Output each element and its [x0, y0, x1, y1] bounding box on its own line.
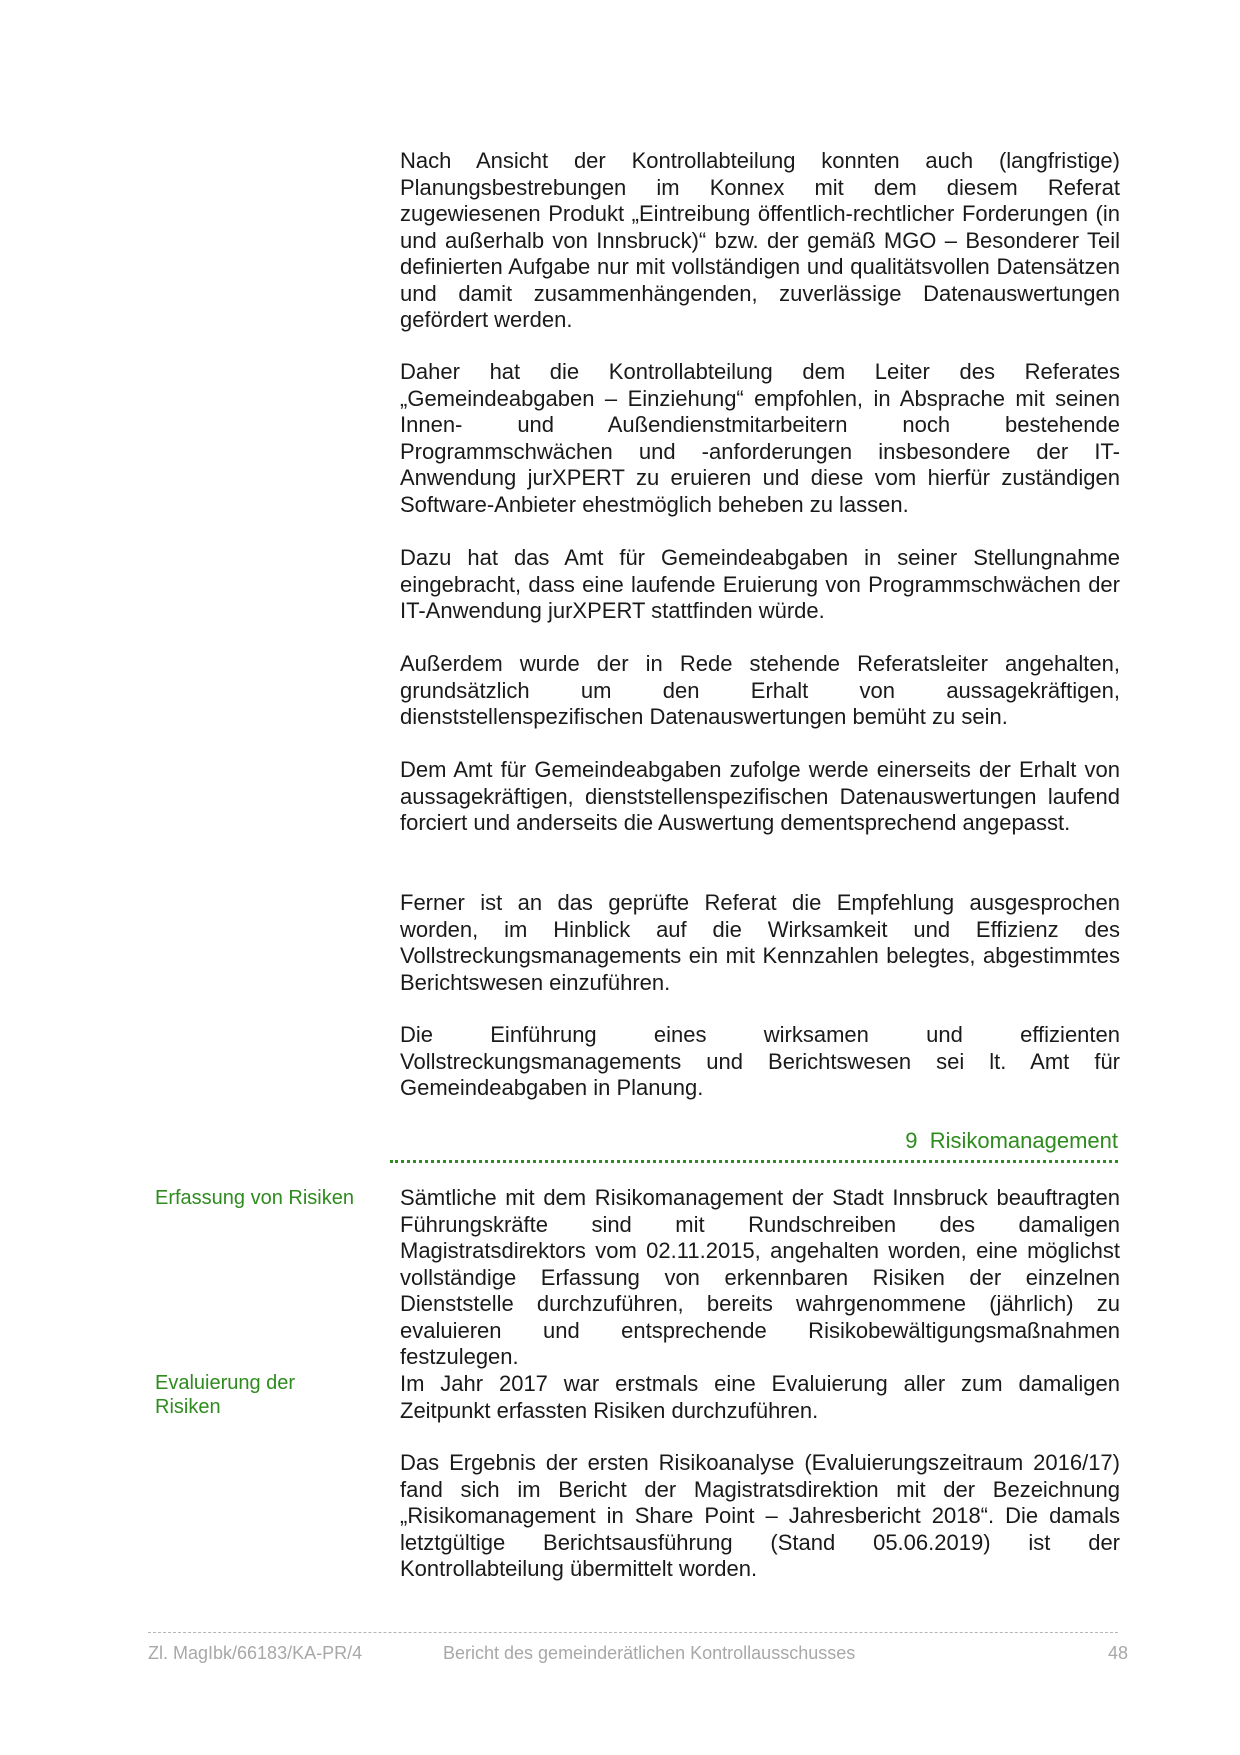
- body-paragraph: Das Ergebnis der ersten Risikoanalyse (Evaluierungszeitraum 2016/17) fand sich im Bericht der Magistratsdirektion mit der Bezeichnung „Risikomanagement in Share Point – Jahresbericht 2018“. Die damals letztgültige Berichtsausführung (Stand 05.06.2019) ist der Kontrollabteilung übermittelt worden.: [400, 1450, 1120, 1581]
- footer-reference: Zl. MagIbk/66183/KA-PR/4: [148, 1643, 363, 1663]
- page-number: 48: [1107, 1643, 1128, 1663]
- footer-divider: [148, 1632, 1118, 1633]
- margin-note-erfassung: Erfassung von Risiken: [155, 1187, 354, 1209]
- body-paragraph: Sämtliche mit dem Risikomanagement der Stadt Innsbruck beauftragten Führungskräfte sind mit Rundschreiben des damaligen Magistratsdirektors vom 02.11.2015, angehalten worden, eine möglichst vollständige Erfassung von erkennbaren Risiken der einzelnen Dienststelle durchzuführen, bereits wahrgenommene (jährlich) zu evaluieren und entsprechende Risikobewältigungsmaßnahmen festzulegen.: [400, 1185, 1120, 1369]
- body-paragraph: Außerdem wurde der in Rede stehende Referatsleiter angehalten, grundsätzlich um den Erhalt von aussagekräftigen, dienststellenspezifischen Datenauswertungen bemüht zu sein.: [400, 651, 1120, 729]
- footer-report-title: Bericht des gemeinderätlichen Kontrollausschusses: [443, 1643, 856, 1663]
- body-paragraph: Dem Amt für Gemeindeabgaben zufolge werde einerseits der Erhalt von aussagekräftigen, dienststellenspezifischen Datenauswertungen laufend forciert und anderseits die Auswertung dementsprechend angepasst.: [400, 757, 1120, 835]
- body-paragraph: Im Jahr 2017 war erstmals eine Evaluierung aller zum damaligen Zeitpunkt erfassten Risiken durchzuführen.: [400, 1371, 1120, 1423]
- body-paragraph: Daher hat die Kontrollabteilung dem Leiter des Referates „Gemeindeabgaben – Einziehung“ empfohlen, in Absprache mit seinen Innen- und Außendienstmitarbeitern noch bestehende Programmschwächen und -anforderungen insbesondere der IT-Anwendung jurXPERT zu eruieren und diese vom hierfür zuständigen Software-Anbieter ehestmöglich beheben zu lassen.: [400, 359, 1120, 517]
- body-paragraph: Die Einführung eines wirksamen und effizienten Vollstreckungsmanagements und Berichtswesen sei lt. Amt für Gemeindeabgaben in Planung.: [400, 1022, 1120, 1100]
- section-heading: [390, 1128, 1118, 1154]
- body-paragraph: Nach Ansicht der Kontrollabteilung konnten auch (langfristige) Planungsbestrebungen im Konnex mit dem diesem Referat zugewiesenen Produkt „Eintreibung öffentlich-rechtlicher Forderungen (in und außerhalb von Innsbruck)“ bzw. der gemäß MGO – Besonderer Teil definierten Aufgabe nur mit vollständigen und qualitätsvollen Datensätzen und damit zusammenhängenden, zuverlässige Datenauswertungen gefördert werden.: [400, 148, 1120, 332]
- section-number: 9: [905, 1128, 918, 1153]
- margin-note-evaluierung: Evaluierung der Risiken: [155, 1372, 296, 1418]
- section-title: Risikomanagement: [929, 1128, 1118, 1153]
- body-paragraph: Ferner ist an das geprüfte Referat die Empfehlung ausgesprochen worden, im Hinblick auf die Wirksamkeit und Effizienz des Vollstreckungsmanagements ein mit Kennzahlen belegtes, abgestimmtes Berichtswesen einzuführen.: [400, 890, 1120, 995]
- section-divider: [390, 1160, 1118, 1163]
- body-paragraph: Dazu hat das Amt für Gemeindeabgaben in seiner Stellungnahme eingebracht, dass eine laufende Eruierung von Programmschwächen der IT-Anwendung jurXPERT stattfinden würde.: [400, 545, 1120, 623]
